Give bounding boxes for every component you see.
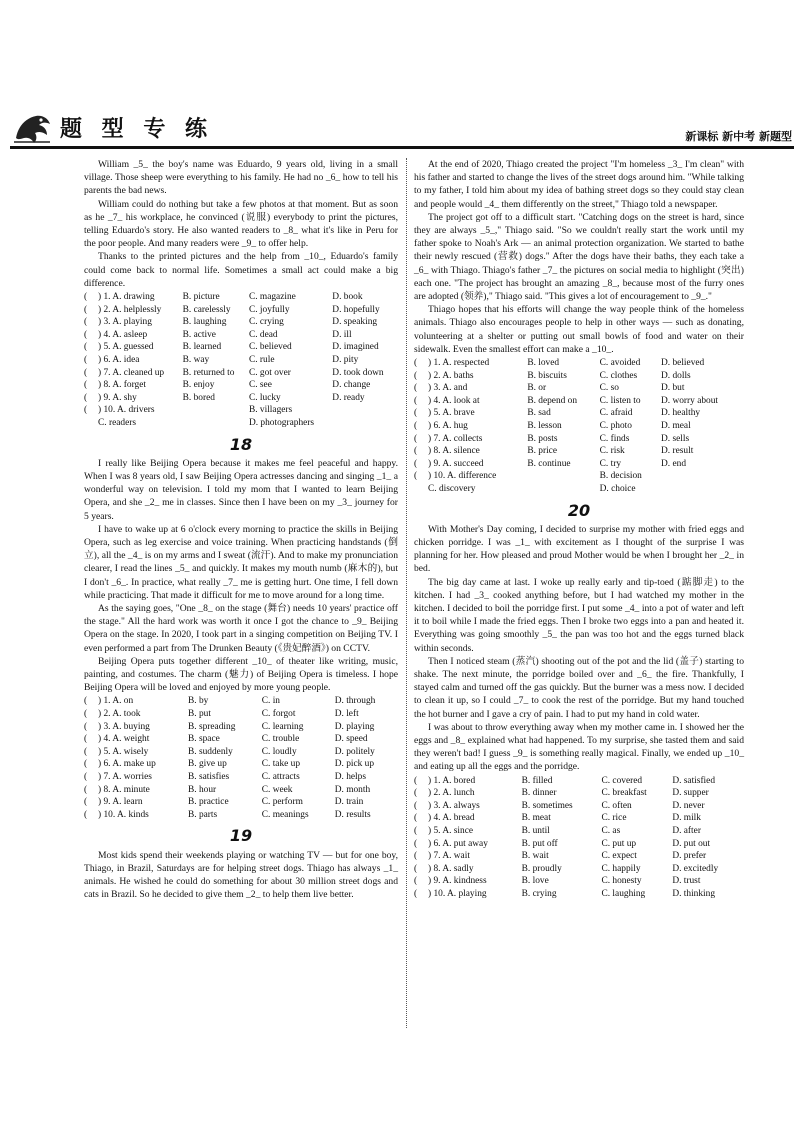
- passage-number-20: 20: [567, 500, 591, 520]
- option-cell: C. photo: [599, 421, 632, 432]
- answer-bracket[interactable]: (: [414, 863, 418, 874]
- option-row: [414, 470, 744, 483]
- option-row: [84, 733, 398, 746]
- option-row: [414, 395, 744, 408]
- option-row: [84, 392, 398, 405]
- option-cell: ) 4. A. asleep: [98, 329, 148, 340]
- option-cell: D. photographers: [248, 417, 315, 428]
- answer-bracket[interactable]: (: [84, 809, 88, 820]
- paragraph: I have to wake up at 6 o'clock every morning to practice the skills in Beijing Opera, such as leg exercise and voice training. When practicing handstands (倒立), all the _4_ is on my arms and I sweat (流汗). And to make my pronunciation clearer, I read the lines _5_ and quickly. It makes my mouth numb (麻木的), but I don't _6_. In practice, what really _7_ me is getting hurt. One time, I fell down while practicing. That made it difficult for me to move around for a long time.: [84, 523, 398, 601]
- option-cell: B. spreading: [188, 721, 236, 732]
- option-cell: B. put off: [521, 838, 558, 849]
- paragraph: Then I noticed steam (蒸汽) shooting out of the pot and the lid (盖子) starting to shake. The next minute, the porridge boiled over and _6_ the fire. Thankfully, I stayed calm and turned off the gas quickly. But the burner was a mess now. I decided to clean it up, so I could _7_ to cook the rest of the porridge. But my hand touched the hot burner and I gave a cry of pain. I had to put my hand in cold water.: [414, 655, 744, 720]
- option-row: [414, 863, 744, 876]
- paragraph: I really like Beijing Opera because it makes me feel peaceful and happy. When I was 8 years old, I saw Beijing Opera actresses dancing and singing _1_ a wonderful way on television. I told my mom that I wanted to learn Beijing Opera, and she _2_ me in classes. Since then I have been on my _3_ journey for 5 years.: [84, 457, 398, 522]
- option-cell: C. readers: [98, 417, 137, 428]
- answer-bracket[interactable]: (: [414, 851, 418, 862]
- option-row: [414, 875, 744, 888]
- answer-bracket[interactable]: [84, 417, 98, 430]
- option-cell: B. wait: [521, 851, 549, 862]
- option-cell: B. satisfies: [188, 771, 230, 782]
- answer-bracket[interactable]: (: [414, 838, 418, 849]
- option-cell: D. pick up: [334, 759, 375, 770]
- option-cell: C. dead: [248, 329, 278, 340]
- option-cell: ) 10. A. playing: [428, 888, 487, 899]
- option-cell: B. posts: [527, 433, 558, 444]
- option-cell: B. price: [527, 446, 558, 457]
- option-cell: B. enjoy: [182, 380, 215, 391]
- option-row: [414, 787, 744, 800]
- option-cell: C. forgot: [261, 709, 296, 720]
- answer-bracket[interactable]: (: [84, 771, 88, 782]
- answer-bracket[interactable]: (: [414, 826, 418, 837]
- option-cell: ) 5. A. wisely: [98, 746, 149, 757]
- answer-bracket[interactable]: (: [414, 471, 418, 482]
- option-cell: D. imagined: [332, 342, 379, 353]
- option-cell: C. discovery: [428, 483, 476, 494]
- option-cell: D. train: [334, 797, 364, 808]
- option-cell: [661, 483, 744, 496]
- answer-bracket[interactable]: (: [84, 304, 88, 315]
- option-cell: D. speed: [334, 734, 368, 745]
- option-cell: B. biscuits: [527, 370, 567, 381]
- paragraph: I was about to throw everything away when my mother came in. I showed her the eggs and _8_ explained what had happened. To my surprise, she tasted them and said they weren't bad! I guess _9_ is something really magical. Finally, we ended up _10_ and eating up all the eggs and the porridge.: [414, 721, 744, 773]
- option-cell: ) 7. A. worries: [98, 771, 152, 782]
- answer-bracket[interactable]: (: [84, 784, 88, 795]
- answer-bracket[interactable]: [414, 483, 428, 496]
- option-cell: D. but: [661, 383, 685, 394]
- passage-19-body-start: [84, 849, 398, 902]
- option-cell: ) 6. A. make up: [98, 759, 156, 770]
- paragraph: The big day came at last. I woke up really early and tip-toed (踮脚走) to the kitchen. I had _3_ cooked anything before, but I had watched my mother in the kitchen. I decided to boil the porridge first. I put some _4_ into a pot of water and left it to boil while I made the fried eggs. Then I broke two eggs into a pan and heated it. Everything was going smoothly _5_ the pan was too hot and the eggs turned black within seconds.: [414, 576, 744, 654]
- option-cell: B. laughing: [182, 317, 227, 328]
- paragraph: As the saying goes, "One _8_ on the stage (舞台) needs 10 years' practice off the stage." All the hard work was worth it once I got the chance to _9_ Beijing Opera on the stage. In 2020, I took part in a singing competition on Beijing TV. I even performed a part from The Drunken Beauty (《贵妃醉酒》) on CCTV.: [84, 603, 398, 654]
- answer-bracket[interactable]: (: [84, 342, 88, 353]
- option-cell: C. in: [261, 696, 280, 707]
- option-cell: D. hopefully: [332, 304, 380, 315]
- option-cell: D. took down: [332, 367, 384, 378]
- option-row: [84, 291, 398, 304]
- answer-bracket[interactable]: (: [84, 380, 88, 391]
- answer-bracket[interactable]: (: [414, 775, 418, 786]
- option-row: [84, 796, 398, 809]
- option-cell: ) 5. A. since: [428, 826, 474, 837]
- option-cell: D. end: [661, 458, 687, 469]
- answer-bracket[interactable]: (: [84, 759, 88, 770]
- option-cell: D. supper: [672, 788, 709, 799]
- option-cell: C. laughing: [601, 888, 646, 899]
- option-cell: D. change: [332, 380, 371, 391]
- answer-bracket[interactable]: (: [84, 797, 88, 808]
- option-cell: D. prefer: [672, 851, 707, 862]
- header-divider: [10, 146, 794, 149]
- option-row: [414, 838, 744, 851]
- option-cell: C. joyfully: [248, 304, 290, 315]
- option-cell: B. decision: [599, 471, 642, 482]
- option-cell: D. result: [661, 446, 694, 457]
- option-cell: ) 10. A. difference: [428, 471, 497, 482]
- answer-bracket[interactable]: (: [414, 433, 418, 444]
- option-row: [414, 800, 744, 813]
- option-cell: C. put up: [601, 838, 637, 849]
- option-cell: D. results: [334, 809, 371, 820]
- passage-number-18: 18: [229, 434, 253, 454]
- option-row: [84, 329, 398, 342]
- answer-bracket[interactable]: (: [84, 367, 88, 378]
- option-cell: [661, 470, 744, 483]
- option-row: [84, 771, 398, 784]
- option-cell: ) 1. A. bored: [428, 775, 476, 786]
- option-row: [84, 695, 398, 708]
- option-cell: D. believed: [661, 358, 705, 369]
- option-cell: B. active: [182, 329, 216, 340]
- option-cell: ) 9. A. succeed: [428, 458, 484, 469]
- option-cell: ) 2. A. baths: [428, 370, 474, 381]
- option-cell: ) 8. A. sadly: [428, 863, 474, 874]
- option-cell: D. never: [672, 800, 705, 811]
- option-cell: ) 7. A. cleaned up: [98, 367, 165, 378]
- option-cell: C. rule: [248, 355, 275, 365]
- option-cell: B. by: [188, 696, 209, 707]
- paragraph: The project got off to a difficult start. "Catching dogs on the street is hard, since they are always _5_," Thiago said. "So we couldn't really start the work until my father spoke to Noah's Ark — an animal protection organization. We started to bathe their newly rescued (营救) dogs." After the dogs have their baths, they each take a _6_ with Thiago. Thiago's father _7_ the pictures on social media to highlight (突出) each one. "The project has brought an amazing _8_, because most of the furry ones are adopted (领养)," Thiago said. "This gives a lot of encouragement to _9_.": [414, 211, 744, 303]
- option-cell: B. dinner: [521, 788, 557, 799]
- option-row: [414, 357, 744, 370]
- option-cell: ) 6. A. idea: [98, 355, 140, 365]
- option-cell: ) 7. A. wait: [428, 851, 470, 862]
- option-cell: D. healthy: [661, 408, 701, 419]
- option-cell: ) 3. A. always: [428, 800, 480, 811]
- option-cell: C. expect: [601, 851, 637, 862]
- option-cell: B. sometimes: [521, 800, 573, 811]
- option-cell: ) 4. A. look at: [428, 395, 480, 406]
- option-cell: ) 1. A. on: [98, 696, 134, 707]
- option-cell: ) 1. A. respected: [428, 358, 490, 369]
- option-row: [84, 354, 398, 367]
- answer-bracket[interactable]: (: [414, 383, 418, 394]
- option-cell: ) 8. A. forget: [98, 380, 146, 391]
- option-row: [414, 775, 744, 788]
- option-row: [414, 407, 744, 420]
- option-cell: B. meat: [521, 813, 551, 824]
- option-cell: D. excitedly: [672, 863, 719, 874]
- option-row: [414, 420, 744, 433]
- dragon-logo-icon: [12, 108, 52, 146]
- option-cell: C. crying: [248, 317, 284, 328]
- passage-18-body: [84, 457, 398, 695]
- option-cell: D. through: [334, 696, 376, 707]
- option-cell: C. attracts: [261, 771, 300, 782]
- option-row: [414, 458, 744, 471]
- answer-bracket[interactable]: (: [84, 317, 88, 328]
- option-cell: ) 3. A. buying: [98, 721, 150, 732]
- option-row: [414, 382, 744, 395]
- option-row: [84, 316, 398, 329]
- option-cell: ) 9. A. shy: [98, 392, 137, 403]
- option-cell: B. practice: [188, 797, 229, 808]
- option-cell: C. afraid: [599, 408, 633, 419]
- option-cell: B. filled: [521, 775, 553, 786]
- passage-20-body: [414, 523, 744, 774]
- option-cell: C. meanings: [261, 809, 309, 820]
- option-cell: ) 1. A. drawing: [98, 292, 155, 303]
- option-cell: C. as: [601, 826, 621, 837]
- option-row: [84, 784, 398, 797]
- option-cell: C. covered: [601, 775, 643, 786]
- option-cell: C. often: [601, 800, 632, 811]
- passage-number-19: 19: [229, 826, 253, 846]
- option-row: [414, 445, 744, 458]
- option-cell: D. politely: [334, 746, 375, 757]
- option-cell: C. risk: [599, 446, 625, 457]
- passage-17-options: [84, 291, 398, 430]
- option-cell: C. magazine: [248, 292, 296, 303]
- answer-bracket[interactable]: (: [414, 446, 418, 457]
- option-cell: [332, 417, 398, 430]
- option-cell: B. loved: [527, 358, 560, 369]
- option-cell: C. breakfast: [601, 788, 647, 799]
- option-cell: D. put out: [672, 838, 711, 849]
- answer-bracket[interactable]: (: [414, 421, 418, 432]
- answer-bracket[interactable]: (: [84, 405, 88, 416]
- left-column: [84, 158, 398, 901]
- option-cell: C. honesty: [601, 876, 642, 887]
- answer-bracket[interactable]: (: [84, 721, 88, 732]
- series-label: 新课标 新中考 新题型: [685, 130, 792, 143]
- answer-bracket[interactable]: (: [84, 734, 88, 745]
- option-cell: C. trouble: [261, 734, 300, 745]
- answer-bracket[interactable]: (: [414, 370, 418, 381]
- paragraph: Beijing Opera puts together different _10_ of theater like writing, music, painting, and costumes. The charm (魅力) of Beijing Opera is timeless. I hope Beijing Opera will be loved and enjoyed by more young people.: [84, 655, 398, 694]
- option-cell: D. after: [672, 826, 701, 837]
- passage-17-body: [84, 158, 398, 290]
- answer-bracket[interactable]: (: [84, 709, 88, 720]
- option-cell: ) 8. A. minute: [98, 784, 150, 795]
- option-cell: ) 3. A. and: [428, 383, 468, 394]
- passage-18-options: [84, 695, 398, 821]
- option-cell: C. got over: [248, 367, 291, 378]
- option-cell: D. left: [334, 709, 359, 720]
- option-cell: ) 6. A. hug: [428, 421, 468, 432]
- option-cell: C. try: [599, 458, 622, 469]
- option-row: [414, 888, 744, 901]
- option-cell: ) 10. A. kinds: [98, 809, 149, 820]
- option-cell: ) 5. A. guessed: [98, 342, 154, 353]
- option-cell: ) 8. A. silence: [428, 446, 480, 457]
- option-cell: B. suddenly: [188, 746, 233, 757]
- option-cell: ) 2. A. lunch: [428, 788, 475, 799]
- option-cell: D. helps: [334, 771, 366, 782]
- answer-bracket[interactable]: (: [414, 876, 418, 887]
- passage-19-body-continued: [414, 158, 744, 356]
- option-cell: C. finds: [599, 433, 630, 444]
- option-row: [414, 370, 744, 383]
- paragraph: Thiago hopes that his efforts will change the way people think of the homeless animals. Thiago also encourages people to help in other ways — such as donating, volunteering at a shelter or putting out small bowls of food and water on their sidewalk. Even the smallest effort can make a _10_.: [414, 304, 744, 355]
- answer-bracket[interactable]: (: [84, 746, 88, 757]
- option-cell: [332, 404, 398, 417]
- option-row: [84, 404, 398, 417]
- option-cell: B. hour: [188, 784, 217, 795]
- answer-bracket[interactable]: (: [414, 888, 418, 899]
- option-cell: ) 2. A. took: [98, 709, 141, 720]
- option-cell: D. sells: [661, 433, 690, 444]
- option-cell: ) 5. A. brave: [428, 408, 475, 419]
- option-cell: C. see: [248, 380, 272, 391]
- answer-bracket[interactable]: (: [84, 696, 88, 707]
- option-cell: [183, 417, 249, 430]
- passage-20-options: [414, 775, 744, 901]
- option-cell: B. returned to: [182, 367, 235, 378]
- option-cell: D. satisfied: [672, 775, 716, 786]
- option-cell: D. pity: [332, 355, 359, 365]
- option-cell: C. perform: [261, 797, 303, 808]
- option-cell: D. month: [334, 784, 371, 795]
- paragraph: At the end of 2020, Thiago created the project "I'm homeless _3_ I'm clean" with his father and started to change the lives of the street dogs around him. "While talking to my father, I told him about my idea of bathing street dogs so they could stay clean and people would _4_ them differently on the street," Thiago told a newspaper.: [414, 159, 745, 210]
- answer-bracket[interactable]: (: [414, 458, 418, 469]
- option-cell: D. dolls: [661, 370, 691, 381]
- option-row: [414, 812, 744, 825]
- column-divider: [406, 158, 407, 1028]
- option-cell: C. believed: [248, 342, 292, 353]
- option-cell: B. space: [188, 734, 220, 745]
- option-cell: ) 2. A. helplessly: [98, 304, 162, 315]
- option-cell: C. happily: [601, 863, 641, 874]
- option-cell: C. learning: [261, 721, 304, 732]
- option-cell: D. worry about: [661, 395, 719, 406]
- option-row: [414, 433, 744, 446]
- option-row: [84, 809, 398, 822]
- option-row: [84, 708, 398, 721]
- option-cell: B. give up: [188, 759, 227, 770]
- option-cell: B. carelessly: [182, 304, 231, 315]
- option-cell: C. week: [261, 784, 293, 795]
- option-cell: B. villagers: [248, 405, 293, 416]
- option-row: [414, 825, 744, 838]
- option-cell: B. depend on: [527, 395, 578, 406]
- option-cell: D. milk: [672, 813, 701, 824]
- option-cell: D. playing: [334, 721, 375, 732]
- option-cell: C. clothes: [599, 370, 638, 381]
- option-cell: ) 10. A. drivers: [98, 405, 155, 416]
- option-cell: C. take up: [261, 759, 301, 770]
- option-cell: C. rice: [601, 813, 627, 824]
- page-header: [0, 108, 800, 148]
- answer-bracket[interactable]: (: [84, 392, 88, 403]
- option-cell: ) 4. A. weight: [98, 734, 150, 745]
- answer-bracket[interactable]: (: [84, 329, 88, 340]
- option-cell: ) 4. A. bread: [428, 813, 475, 824]
- answer-bracket[interactable]: (: [414, 788, 418, 799]
- answer-bracket[interactable]: (: [414, 408, 418, 419]
- option-cell: B. parts: [188, 809, 218, 820]
- answer-bracket[interactable]: (: [414, 395, 418, 406]
- section-title: 题 型 专 练: [60, 117, 213, 142]
- option-row: [84, 379, 398, 392]
- option-cell: B. continue: [527, 458, 571, 469]
- right-column: [414, 158, 744, 903]
- option-cell: D. book: [332, 292, 363, 303]
- option-cell: B. bored: [182, 392, 215, 403]
- option-cell: C. lucky: [248, 392, 281, 403]
- option-cell: [183, 404, 249, 417]
- option-cell: D. thinking: [672, 888, 716, 899]
- option-cell: B. until: [521, 826, 550, 837]
- option-cell: ) 9. A. learn: [98, 797, 143, 808]
- option-cell: B. lesson: [527, 421, 562, 432]
- option-cell: B. sad: [527, 408, 551, 419]
- option-cell: D. trust: [672, 876, 701, 887]
- paragraph: Most kids spend their weekends playing or watching TV — but for one boy, Thiago, in Brazil, Saturdays are for helping street dogs. Thiago has always _1_ animals. He wished he could do something for about 30 million street dogs and cats in Brazil. So he decided to give them _2_ to help them live better.: [84, 849, 398, 901]
- option-cell: B. crying: [521, 888, 557, 899]
- answer-bracket[interactable]: (: [414, 800, 418, 811]
- option-cell: D. choice: [599, 483, 636, 494]
- option-cell: [527, 470, 599, 483]
- option-row: [84, 721, 398, 734]
- option-cell: B. proudly: [521, 863, 562, 874]
- answer-bracket[interactable]: (: [84, 292, 88, 303]
- answer-bracket[interactable]: (: [414, 813, 418, 824]
- option-cell: D. ready: [332, 392, 365, 403]
- paragraph: With Mother's Day coming, I decided to surprise my mother with fried eggs and chicken porridge. I was _1_ with excitement as I thought of the surprise I was planning for her. How pleased and proud Mother would be when I brought her _2_ in bed.: [414, 523, 744, 575]
- option-row: [84, 367, 398, 380]
- option-row: [84, 304, 398, 317]
- option-row: [84, 341, 398, 354]
- option-cell: [527, 483, 599, 496]
- answer-bracket[interactable]: (: [84, 355, 88, 365]
- paragraph: William _5_ the boy's name was Eduardo, 9 years old, living in a small village. Those sheep were everything to his family. He had no _6_ how to tell his parents the bad news.: [84, 159, 398, 197]
- answer-bracket[interactable]: (: [414, 358, 418, 369]
- passage-19-options: [414, 357, 744, 496]
- paragraph: William could do nothing but take a few photos at that moment. But as soon as he _7_ his workplace, he convinced (说服) everybody to print the pictures, telling Eduardo's story. He also wanted readers to _8_ what it's like in Peru for the poor people. And many readers were _9_ to offer help.: [84, 198, 398, 250]
- option-cell: C. loudly: [261, 746, 297, 757]
- option-row: [414, 483, 744, 496]
- option-cell: ) 6. A. put away: [428, 838, 488, 849]
- option-cell: D. meal: [661, 421, 691, 432]
- option-cell: C. avoided: [599, 358, 641, 369]
- option-cell: ) 7. A. collects: [428, 433, 483, 444]
- option-row: [84, 417, 398, 430]
- option-cell: B. picture: [182, 292, 220, 303]
- option-cell: C. listen to: [599, 395, 641, 406]
- option-row: [84, 746, 398, 759]
- option-cell: D. speaking: [332, 317, 378, 328]
- option-cell: B. learned: [182, 342, 222, 353]
- paragraph: Thanks to the printed pictures and the help from _10_, Eduardo's family could come back to normal life. Sometimes a small act could make a big difference.: [84, 251, 398, 289]
- option-cell: C. so: [599, 383, 619, 394]
- option-row: [84, 758, 398, 771]
- option-cell: B. or: [527, 383, 547, 394]
- option-cell: D. ill: [332, 329, 352, 340]
- option-row: [414, 850, 744, 863]
- option-cell: ) 3. A. playing: [98, 317, 152, 328]
- option-cell: B. love: [521, 876, 549, 887]
- option-cell: B. put: [188, 709, 211, 720]
- option-cell: B. way: [182, 355, 210, 365]
- option-cell: ) 9. A. kindness: [428, 876, 487, 887]
